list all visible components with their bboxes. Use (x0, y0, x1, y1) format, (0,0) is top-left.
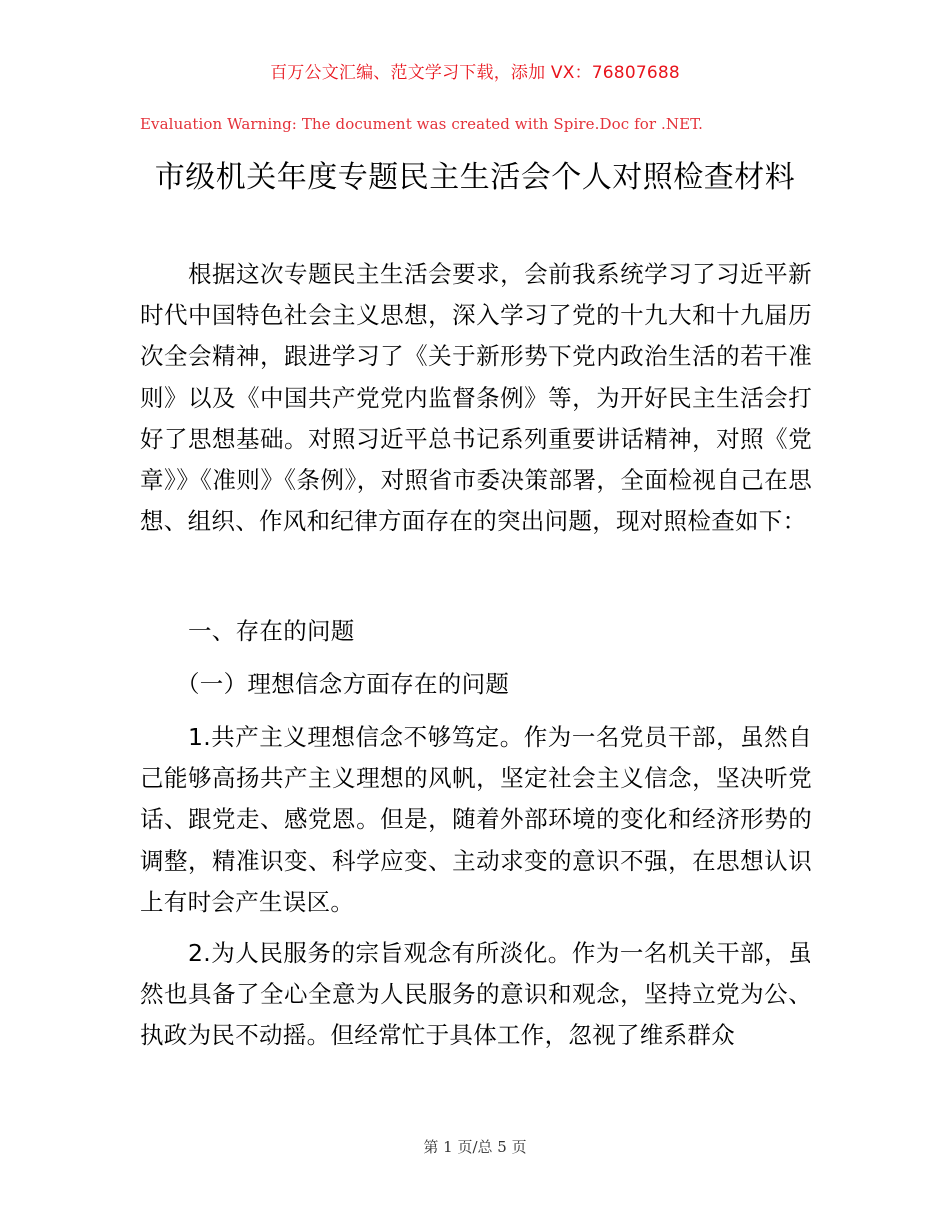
document-title: 市级机关年度专题民主生活会个人对照检查材料 (154, 160, 796, 195)
item-paragraph-1: 1.共产主义理想信念不够笃定。作为一名党员干部，虽然自己能够高扬共产主义理想的风帆，坚定社会主义信念，坚决听党话、跟党走、感党恩。但是，随着外部环境的变化和经济形势的调整，精准识变、科学应变、主动求变的意识不强，在思想认识上有时会产生误区。 (140, 723, 812, 916)
intro-paragraph: 根据这次专题民主生活会要求，会前我系统学习了习近平新时代中国特色社会主义思想，深入学习了党的十九大和十九届历次全会精神，跟进学习了《关于新形势下党内政治生活的若干准则》以及《中国共产党党内监督条例》等，为开好民主生活会打好了思想基础。对照习近平总书记系列重要讲话精神，对照《党章》》《准则》《条例》，对照省市委决策部署，全面检视自己在思想、组织、作风和纪律方面存在的突出问题，现对照检查如下： (140, 260, 812, 536)
section-heading: 一、存在的问题 (188, 617, 355, 645)
promo-header: 百万公文汇编、范文学习下载，添加 VX：76807688 (270, 63, 680, 83)
page-indicator: 第 1 页/总 5 页 (423, 1138, 527, 1156)
item-paragraph-2: 2.为人民服务的宗旨观念有所淡化。作为一名机关干部，虽然也具备了全心全意为人民服务的意识和观念，坚持立党为公、执政为民不动摇。但经常忙于具体工作，忽视了维系群众 (140, 939, 812, 1050)
subsection-heading: （一）理想信念方面存在的问题 (176, 670, 510, 698)
evaluation-warning: Evaluation Warning: The document was created with Spire.Doc for .NET. (140, 115, 703, 133)
